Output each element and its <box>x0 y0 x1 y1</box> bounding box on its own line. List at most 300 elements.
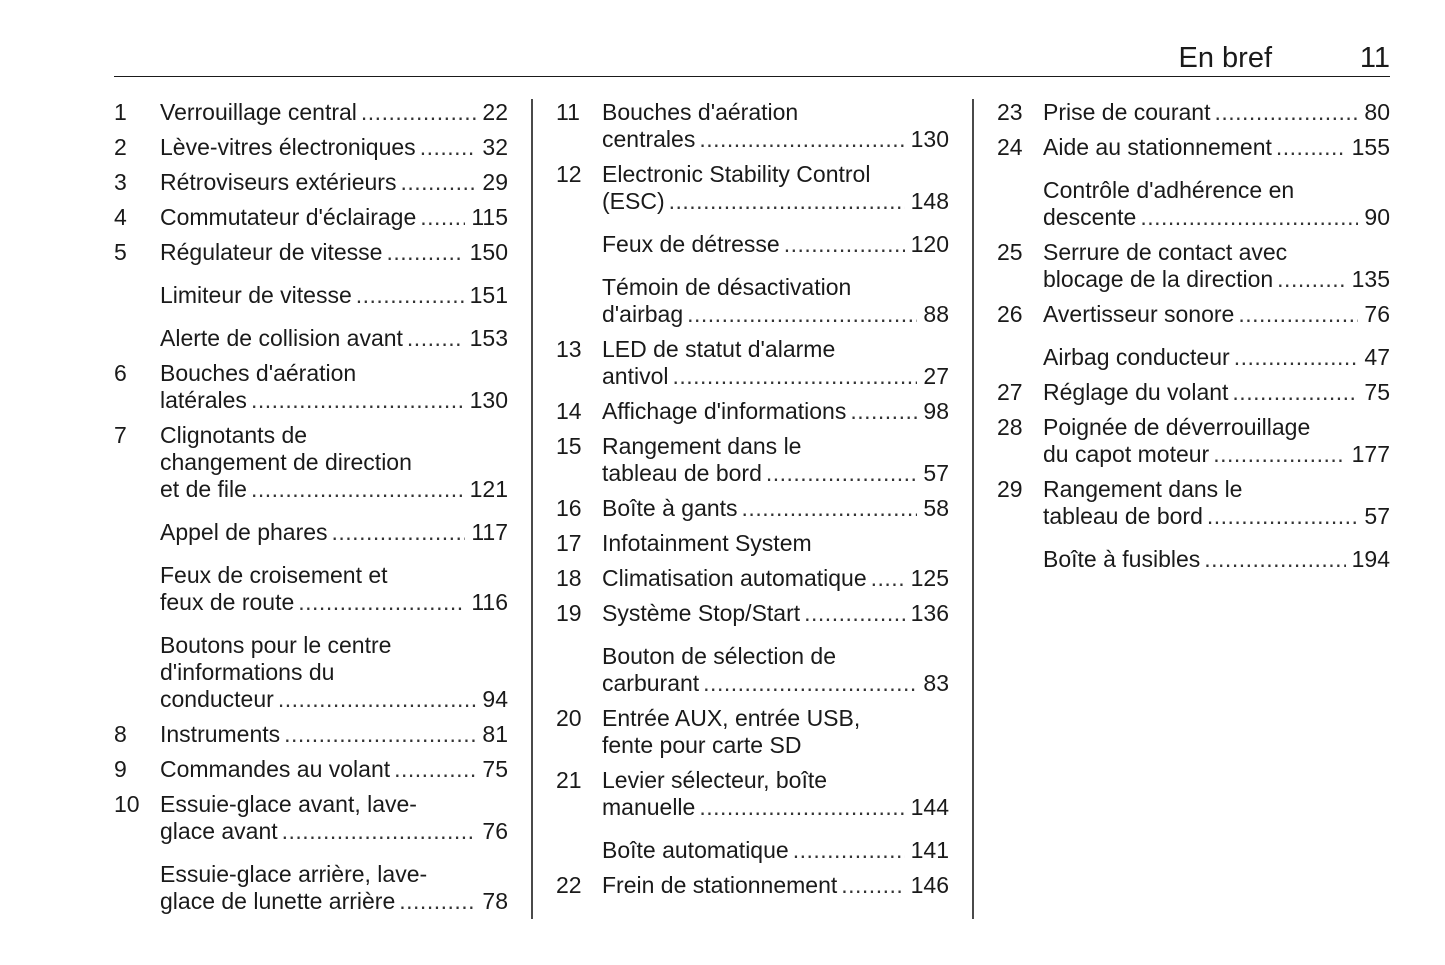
callout-number: 26 <box>997 301 1023 327</box>
index-entry <box>556 161 949 215</box>
entry-label: Appel de phares <box>160 519 328 545</box>
entry-text <box>160 632 508 713</box>
entry-last-line <box>160 519 508 546</box>
entry-label: Airbag conducteur <box>1043 344 1230 370</box>
entry-text <box>602 643 949 697</box>
callout-number: 24 <box>997 134 1023 160</box>
dot-leader <box>361 99 477 126</box>
callout-number: 18 <box>556 565 582 591</box>
entry-label: Verrouillage central <box>160 99 357 125</box>
entry-last-line <box>602 530 949 557</box>
entry-text <box>160 325 508 352</box>
callout-number: 2 <box>114 134 127 160</box>
index-entry <box>556 643 949 697</box>
entry-last-line <box>160 204 508 231</box>
dot-leader <box>1214 99 1358 126</box>
index-entry <box>556 530 949 557</box>
entry-last-line <box>602 837 949 864</box>
dot-leader <box>394 756 476 783</box>
index-entry <box>556 336 949 390</box>
page-reference: 151 <box>469 282 508 308</box>
entry-text <box>1043 134 1390 161</box>
index-entry <box>114 325 508 352</box>
page-reference: 120 <box>910 231 949 257</box>
page-reference: 98 <box>923 398 949 424</box>
page-reference: 88 <box>923 301 949 327</box>
entry-last-line <box>602 301 949 328</box>
entry-last-line <box>160 99 508 126</box>
entry-label: Réglage du volant <box>1043 379 1229 405</box>
index-entry <box>556 231 949 258</box>
section-title: En bref <box>1178 42 1272 74</box>
entry-text <box>160 239 508 266</box>
page-reference: 155 <box>1351 134 1390 160</box>
index-entry <box>114 791 508 845</box>
index-entry <box>997 414 1390 468</box>
index-entry <box>114 562 508 616</box>
entry-last-line <box>1043 99 1390 126</box>
page-reference: 47 <box>1364 344 1390 370</box>
entry-label: antivol <box>602 363 669 389</box>
page-reference: 125 <box>910 565 949 591</box>
entry-label: et de file <box>160 476 247 502</box>
entry-text <box>602 837 949 864</box>
index-entry <box>556 872 949 899</box>
dot-leader <box>1140 204 1358 231</box>
entry-label: du capot moteur <box>1043 441 1210 467</box>
page-reference: 57 <box>1364 503 1390 529</box>
page-reference: 136 <box>910 600 949 626</box>
entry-label: manuelle <box>602 794 696 820</box>
dot-leader <box>841 872 904 899</box>
callout-number: 16 <box>556 495 582 521</box>
page-reference: 150 <box>469 239 508 265</box>
entry-last-line <box>602 732 949 759</box>
entry-label: Feux de détresse <box>602 231 780 257</box>
entry-last-line <box>160 589 508 616</box>
entry-text <box>1043 239 1390 293</box>
entry-last-line <box>602 600 949 627</box>
index-entry <box>114 360 508 414</box>
page-reference: 144 <box>910 794 949 820</box>
dot-leader <box>742 495 918 522</box>
entry-text <box>602 161 949 215</box>
entry-label: blocage de la direction <box>1043 266 1274 292</box>
dot-leader <box>386 239 463 266</box>
entry-label: Système Stop/Start <box>602 600 801 626</box>
index-column-2 <box>556 99 949 907</box>
page-reference: 83 <box>923 670 949 696</box>
entry-line: Electronic Stability Control <box>602 161 871 187</box>
callout-number: 25 <box>997 239 1023 265</box>
entry-label: Prise de courant <box>1043 99 1211 125</box>
entry-line: Bouton de sélection de <box>602 643 837 669</box>
index-entry <box>114 204 508 231</box>
callout-number: 7 <box>114 422 127 448</box>
entry-text <box>1043 546 1390 573</box>
dot-leader <box>400 169 476 196</box>
entry-text <box>1043 414 1390 468</box>
dot-leader <box>1207 503 1359 530</box>
entry-label: glace avant <box>160 818 278 844</box>
entry-last-line <box>602 670 949 697</box>
callout-number: 14 <box>556 398 582 424</box>
index-entry <box>556 99 949 153</box>
index-entry <box>114 721 508 748</box>
callout-number: 4 <box>114 204 127 230</box>
dot-leader <box>251 476 464 503</box>
page-reference: 90 <box>1364 204 1390 230</box>
entry-line: Entrée AUX, entrée USB, <box>602 705 861 731</box>
dot-leader <box>766 460 918 487</box>
callout-number: 19 <box>556 600 582 626</box>
entry-label: Boîte automatique <box>602 837 789 863</box>
entry-label: descente <box>1043 204 1137 230</box>
page-reference: 75 <box>482 756 508 782</box>
entry-text <box>602 99 949 153</box>
index-entry <box>997 301 1390 328</box>
entry-line: Rangement dans le <box>1043 476 1243 502</box>
index-entry <box>114 632 508 713</box>
entry-text <box>160 562 508 616</box>
entry-label: Instruments <box>160 721 281 747</box>
entry-text <box>160 422 508 503</box>
entry-label: fente pour carte SD <box>602 732 802 758</box>
index-entry <box>997 134 1390 161</box>
callout-number: 28 <box>997 414 1023 440</box>
entry-text <box>602 495 949 522</box>
page-reference: 76 <box>482 818 508 844</box>
entry-text <box>1043 476 1390 530</box>
dot-leader <box>1276 134 1346 161</box>
entry-line: Rangement dans le <box>602 433 802 459</box>
entry-label: Rétroviseurs extérieurs <box>160 169 397 195</box>
index-entry <box>997 99 1390 126</box>
page-reference: 32 <box>482 134 508 160</box>
dot-leader <box>1277 266 1345 293</box>
entry-last-line <box>1043 301 1390 328</box>
entry-label: Affichage d'informations <box>602 398 847 424</box>
entry-last-line <box>1043 441 1390 468</box>
entry-line: Clignotants de <box>160 422 308 448</box>
page-reference: 22 <box>482 99 508 125</box>
dot-leader <box>1238 301 1358 328</box>
entry-last-line <box>1043 503 1390 530</box>
entry-text <box>1043 99 1390 126</box>
entry-last-line <box>602 794 949 821</box>
entry-label: centrales <box>602 126 696 152</box>
dot-leader <box>793 837 905 864</box>
index-entry <box>114 422 508 503</box>
entry-last-line <box>602 363 949 390</box>
entry-line: Essuie-glace arrière, lave- <box>160 861 428 887</box>
dot-leader <box>399 888 476 915</box>
entry-label: carburant <box>602 670 700 696</box>
entry-text <box>160 519 508 546</box>
entry-label: latérales <box>160 387 247 413</box>
entry-text <box>160 169 508 196</box>
entry-label: (ESC) <box>602 188 665 214</box>
entry-text <box>160 360 508 414</box>
index-entry <box>556 837 949 864</box>
page-reference: 58 <box>923 495 949 521</box>
entry-last-line <box>602 126 949 153</box>
entry-line: Poignée de déverrouillage <box>1043 414 1311 440</box>
entry-line: Levier sélecteur, boîte <box>602 767 828 793</box>
page-reference: 27 <box>923 363 949 389</box>
entry-label: Limiteur de vitesse <box>160 282 352 308</box>
index-entry <box>556 565 949 592</box>
index-entry <box>114 99 508 126</box>
entry-label: Infotainment System <box>602 530 812 556</box>
entry-last-line <box>160 134 508 161</box>
callout-number: 5 <box>114 239 127 265</box>
page-reference: 177 <box>1351 441 1390 467</box>
index-entry <box>997 177 1390 231</box>
entry-last-line <box>1043 204 1390 231</box>
entry-line: Témoin de désactivation <box>602 274 852 300</box>
entry-last-line <box>1043 344 1390 371</box>
dot-leader <box>1234 344 1359 371</box>
entry-label: Régulateur de vitesse <box>160 239 383 265</box>
entry-last-line <box>160 387 508 414</box>
page-reference: 116 <box>471 589 508 615</box>
entry-text <box>160 791 508 845</box>
callout-number: 29 <box>997 476 1023 502</box>
dot-leader <box>699 126 904 153</box>
entry-line: Bouches d'aération <box>602 99 799 125</box>
index-entry <box>556 767 949 821</box>
entry-line: Essuie-glace avant, lave- <box>160 791 417 817</box>
entry-label: Lève-vitres électroniques <box>160 134 416 160</box>
entry-label: Frein de stationnement <box>602 872 838 898</box>
page-reference: 75 <box>1364 379 1390 405</box>
page-reference: 194 <box>1351 546 1390 572</box>
callout-number: 20 <box>556 705 582 731</box>
index-column-1 <box>114 99 508 923</box>
page-number: 11 <box>1359 42 1390 74</box>
index-entry <box>114 282 508 309</box>
entry-last-line <box>160 239 508 266</box>
callout-number: 23 <box>997 99 1023 125</box>
page-reference: 135 <box>1351 266 1390 292</box>
page-reference: 76 <box>1364 301 1390 327</box>
page-reference: 121 <box>469 476 508 502</box>
entry-text <box>602 433 949 487</box>
callout-number: 3 <box>114 169 127 195</box>
page-reference: 146 <box>910 872 949 898</box>
entry-last-line <box>1043 266 1390 293</box>
entry-text <box>602 600 949 627</box>
index-entry <box>114 134 508 161</box>
entry-text <box>160 282 508 309</box>
entry-line: Boutons pour le centre <box>160 632 392 658</box>
entry-last-line <box>160 325 508 352</box>
callout-number: 10 <box>114 791 140 817</box>
column-divider <box>531 99 533 919</box>
dot-leader <box>699 794 904 821</box>
index-entry <box>556 705 949 759</box>
dot-leader <box>420 134 477 161</box>
index-entry <box>997 344 1390 371</box>
dot-leader <box>703 670 917 697</box>
dot-leader <box>804 600 904 627</box>
callout-number: 22 <box>556 872 582 898</box>
entry-text <box>160 134 508 161</box>
entry-last-line <box>1043 134 1390 161</box>
entry-label: Commandes au volant <box>160 756 391 782</box>
entry-label: tableau de bord <box>1043 503 1203 529</box>
callout-number: 8 <box>114 721 127 747</box>
page-header <box>114 40 1390 77</box>
entry-label: tableau de bord <box>602 460 762 486</box>
dot-leader <box>784 231 905 258</box>
index-column-3 <box>997 99 1390 581</box>
entry-label: glace de lunette arrière <box>160 888 396 914</box>
entry-line: Feux de croisement et <box>160 562 388 588</box>
callout-number: 13 <box>556 336 582 362</box>
index-entry <box>556 600 949 627</box>
entry-label: Commutateur d'éclairage <box>160 204 417 230</box>
entry-line: LED de statut d'alarme <box>602 336 836 362</box>
entry-text <box>160 721 508 748</box>
index-entry <box>997 546 1390 573</box>
index-entry <box>556 274 949 328</box>
callout-number: 11 <box>556 99 580 125</box>
page-reference: 81 <box>482 721 508 747</box>
callout-number: 1 <box>114 99 127 125</box>
entry-text <box>602 872 949 899</box>
page-reference: 141 <box>910 837 949 863</box>
entry-last-line <box>602 188 949 215</box>
entry-label: feux de route <box>160 589 295 615</box>
entry-line: changement de direction <box>160 449 412 475</box>
callout-number: 17 <box>556 530 582 556</box>
entry-last-line <box>1043 379 1390 406</box>
entry-line: Contrôle d'adhérence en <box>1043 177 1295 203</box>
index-entry <box>114 519 508 546</box>
dot-leader <box>332 519 466 546</box>
index-entry <box>114 239 508 266</box>
entry-text <box>160 204 508 231</box>
entry-text <box>1043 177 1390 231</box>
dot-leader <box>298 589 465 616</box>
entry-last-line <box>602 495 949 522</box>
index-entry <box>114 756 508 783</box>
index-entry <box>997 476 1390 530</box>
callout-number: 15 <box>556 433 582 459</box>
entry-last-line <box>602 398 949 425</box>
dot-leader <box>1232 379 1358 406</box>
index-entry <box>997 379 1390 406</box>
entry-last-line <box>160 721 508 748</box>
callout-number: 21 <box>556 767 582 793</box>
entry-last-line <box>602 460 949 487</box>
callout-number: 27 <box>997 379 1023 405</box>
entry-text <box>160 756 508 783</box>
entry-last-line <box>160 476 508 503</box>
entry-last-line <box>160 169 508 196</box>
entry-text <box>602 336 949 390</box>
dot-leader <box>278 686 477 713</box>
entry-text <box>1043 301 1390 328</box>
entry-text <box>602 705 949 759</box>
column-divider <box>972 99 974 919</box>
page-reference: 148 <box>910 188 949 214</box>
dot-leader <box>687 301 917 328</box>
entry-label: Boîte à fusibles <box>1043 546 1201 572</box>
entry-line: Serrure de contact avec <box>1043 239 1288 265</box>
entry-last-line <box>602 565 949 592</box>
entry-line: Bouches d'aération <box>160 360 357 386</box>
index-entry <box>114 169 508 196</box>
entry-label: conducteur <box>160 686 274 712</box>
entry-text <box>160 861 508 915</box>
callout-number: 12 <box>556 161 582 187</box>
dot-leader <box>356 282 464 309</box>
page-reference: 130 <box>910 126 949 152</box>
page-reference: 130 <box>469 387 508 413</box>
entry-text <box>602 274 949 328</box>
dot-leader <box>871 565 905 592</box>
page-reference: 78 <box>482 888 508 914</box>
entry-label: d'airbag <box>602 301 684 327</box>
entry-text <box>602 767 949 821</box>
dot-leader <box>672 363 917 390</box>
entry-text <box>1043 379 1390 406</box>
dot-leader <box>420 204 465 231</box>
entry-label: Climatisation automatique <box>602 565 867 591</box>
entry-text <box>1043 344 1390 371</box>
entry-last-line <box>160 282 508 309</box>
index-entry <box>997 239 1390 293</box>
callout-number: 9 <box>114 756 127 782</box>
entry-text <box>602 565 949 592</box>
entry-last-line <box>1043 546 1390 573</box>
entry-label: Aide au stationnement <box>1043 134 1272 160</box>
page-reference: 153 <box>469 325 508 351</box>
entry-last-line <box>160 818 508 845</box>
dot-leader <box>282 818 477 845</box>
entry-line: d'informations du <box>160 659 335 685</box>
entry-text <box>160 99 508 126</box>
entry-label: Alerte de collision avant <box>160 325 403 351</box>
dot-leader <box>1204 546 1345 573</box>
index-entry <box>114 861 508 915</box>
entry-label: Boîte à gants <box>602 495 738 521</box>
index-entry <box>556 433 949 487</box>
page-reference: 94 <box>482 686 508 712</box>
page-reference: 80 <box>1364 99 1390 125</box>
dot-leader <box>1213 441 1345 468</box>
entry-label: Avertisseur sonore <box>1043 301 1235 327</box>
callout-number: 6 <box>114 360 127 386</box>
dot-leader <box>850 398 917 425</box>
entry-text <box>602 231 949 258</box>
dot-leader <box>669 188 905 215</box>
entry-last-line <box>602 872 949 899</box>
dot-leader <box>407 325 464 352</box>
index-entry <box>556 495 949 522</box>
page-reference: 29 <box>482 169 508 195</box>
entry-text <box>602 398 949 425</box>
page-reference: 115 <box>471 204 508 230</box>
index-entry <box>556 398 949 425</box>
entry-last-line <box>160 756 508 783</box>
entry-last-line <box>160 686 508 713</box>
entry-last-line <box>160 888 508 915</box>
entry-text <box>602 530 949 557</box>
